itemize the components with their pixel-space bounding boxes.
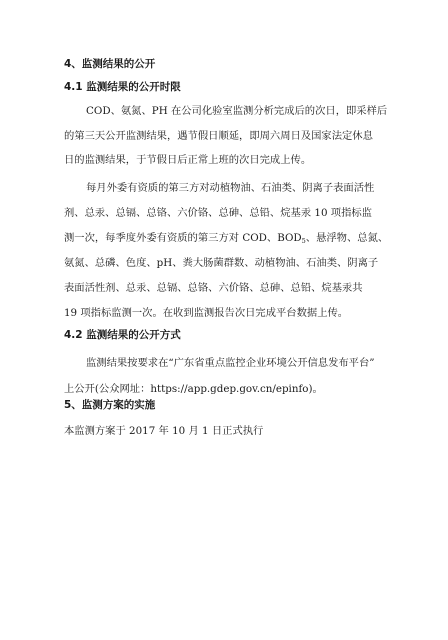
subscript: 5 <box>301 237 306 245</box>
section-4-1-heading: 4.1 监测结果的公开时限 <box>64 81 181 93</box>
paragraph-line <box>64 231 388 246</box>
text-segment: 测一次，每季度外委有资质的第三方对 COD、BOD <box>64 232 302 244</box>
paragraph-line: 监测结果按要求在“广东省重点监控企业环境公开信息发布平台” <box>86 357 375 369</box>
paragraph-line: 剂、总汞、总镉、总铬、六价铬、总砷、总铅、烷基汞 10 项指标监 <box>64 207 372 219</box>
text-segment: 、悬浮物、总氮、 <box>305 232 389 244</box>
paragraph-line: 的第三天公开监测结果，遇节假日顺延，即周六周日及国家法定休息 <box>64 130 373 142</box>
paragraph-line: 19 项指标监测一次。在收到监测报告次日完成平台数据上传。 <box>64 307 349 319</box>
paragraph-line: 每月外委有资质的第三方对动植物油、石油类、阴离子表面活性 <box>86 182 375 194</box>
paragraph-line: 氨氮、总磷、色度、pH、粪大肠菌群数、动植物油、石油类、阴离子 <box>64 257 379 269</box>
paragraph-line: 上公开(公众网址：https://app.gdep.gov.cn/epinfo)。 <box>64 383 323 395</box>
paragraph-line: 表面活性剂、总汞、总镉、总铬、六价铬、总砷、总铅、烷基汞共 <box>64 282 363 294</box>
paragraph-line: 日的监测结果，于节假日后正常上班的次日完成上传。 <box>64 154 312 166</box>
section-5-heading: 5、监测方案的实施 <box>64 399 156 411</box>
section-4-heading: 4、监测结果的公开 <box>64 58 156 70</box>
section-4-2-heading: 4.2 监测结果的公开方式 <box>64 329 181 341</box>
paragraph-line: 本监测方案于 2017 年 10 月 1 日正式执行 <box>64 425 264 437</box>
paragraph-line: COD、氨氮、PH 在公司化验室监测分析完成后的次日，即采样后 <box>86 105 388 117</box>
